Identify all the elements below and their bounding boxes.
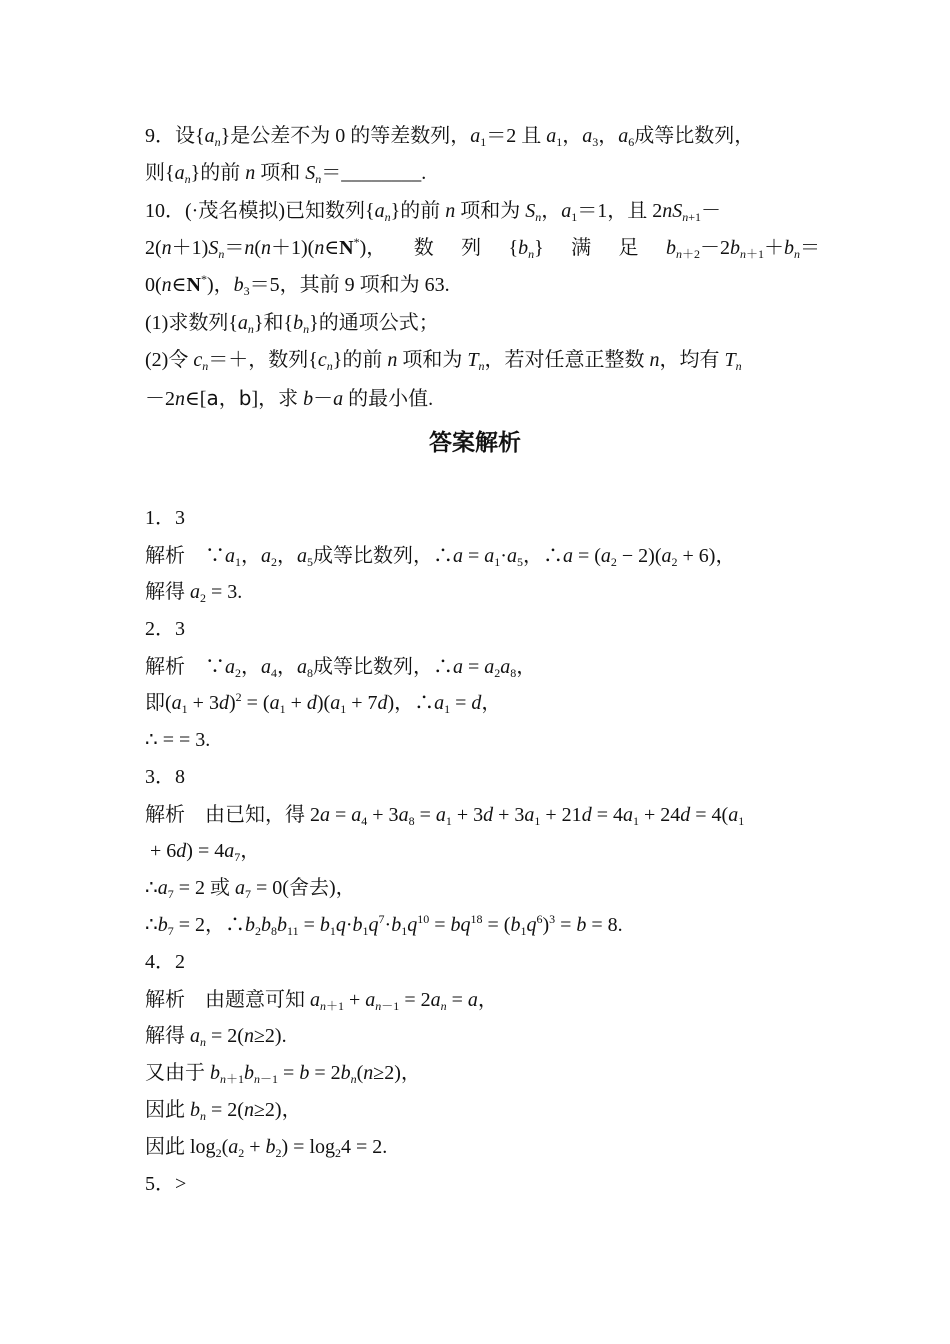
answer-2-line-2: 即$(a_1 + 3d)^2 = (a_1 + d)(a_1 + 7d)$，$\therefore a_1 = d$， — [145, 690, 502, 716]
answer-1-line-2: 解得 $a_2 = 3$. — [145, 581, 243, 605]
answer-3-line-1: 解析 由已知，得 $2a = a_4 + 3a_8 = a_1 + 3d + 3a_1 + 21d = 4a_1 + 24d = 4(a_1$ — [145, 802, 745, 828]
answer-2-line-3: ∴ = = 3. — [145, 729, 211, 751]
answer-3-line-3: $\therefore a_7 = 2$ 或 $a_7 = 0$(舍去)， — [145, 877, 356, 901]
problem-10-part-2-line-1: (2)令 $c_n=+$，数列$\{c_n\}$的前 n 项和为 $T_n$，若对任意正整数 n，均有 $T_n$ — [145, 349, 742, 373]
problem-10-line-2: $2(n+1)S_n=n(n+1)(n\in N^*)$， 数 列 $\{b_n\}$ 满 足 $b_{n+2}-2b_{n+1}+b_n=$ — [145, 235, 820, 261]
answer-4-line-2: 解得 $a_n = 2(n\ge 2)$. — [145, 1025, 287, 1049]
answer-5-number: 5．> — [145, 1173, 187, 1195]
problem-10-line-3: 0(n∈N*)，$b_3=5$，其前 9 项和为 63. — [145, 272, 450, 298]
answer-3-number: 3．8 — [145, 766, 185, 788]
answer-1-number: 1．3 — [145, 507, 185, 529]
answer-4-line-5: 因此 $\log_2(a_2 + b_2) = \log_24 = 2$. — [145, 1136, 388, 1160]
answer-4-line-1: 解析 由题意可知 $a_{n+1} + a_{n-1} = 2a_n = a$， — [145, 987, 498, 1013]
problem-9-line-2: 则$\{a_n\}$的前 n 项和 $S_n=\_\_\_\_\_\_\_\_$. — [145, 162, 427, 186]
answer-4-line-3: 又由于 $b_{n+1}b_{n-1} = b = 2b_n(n\ge 2)$， — [145, 1062, 421, 1086]
problem-10-line-1: 10．(·茂名模拟)已知数列$\{a_n\}$的前 n 项和为 $S_n$，$a_1=1$，且 $2nS_{n+1}-$ — [145, 200, 721, 224]
problem-10-part-2-line-2: －2n∈[a，b]，求 b－a 的最小值. — [145, 386, 434, 410]
answer-2-line-1: 解析 $\because a_2$，$a_4$，$a_8$成等比数列，∴a = $a_2a_8$， — [145, 654, 537, 680]
answer-heading: 答案解析 — [429, 430, 521, 456]
problem-9-line-1: 9．设$\{a_n\}$是公差不为 0 的等差数列，$a_1=2$ 且 $a_1$，$a_3$，$a_6$成等比数列， — [145, 125, 755, 149]
problem-10-part-1: (1)求数列$\{a_n\}$和$\{b_n\}$的通项公式； — [145, 312, 439, 336]
answer-2-number: 2．3 — [145, 618, 185, 640]
answer-1-line-1: 解析 $\because a_1$，$a_2$，$a_5$成等比数列，∴a = $a_1\cdot a_5$，∴a = $(a_2 - 2)(a_2 + 6)$， — [145, 543, 736, 569]
answer-3-line-4: $\therefore b_7 = 2$，$\therefore b_2b_8b_{11} = b_1q\cdot b_1q^7\cdot b_1q^{10} = bq^{18} = (b_1q^6)^3 = b = 8$. — [145, 912, 623, 938]
answer-4-line-4: 因此 $b_n = 2(n\ge 2)$， — [145, 1099, 302, 1123]
answer-4-number: 4．2 — [145, 951, 185, 973]
answer-3-line-2: + $6d) = 4a_7$， — [145, 840, 261, 864]
